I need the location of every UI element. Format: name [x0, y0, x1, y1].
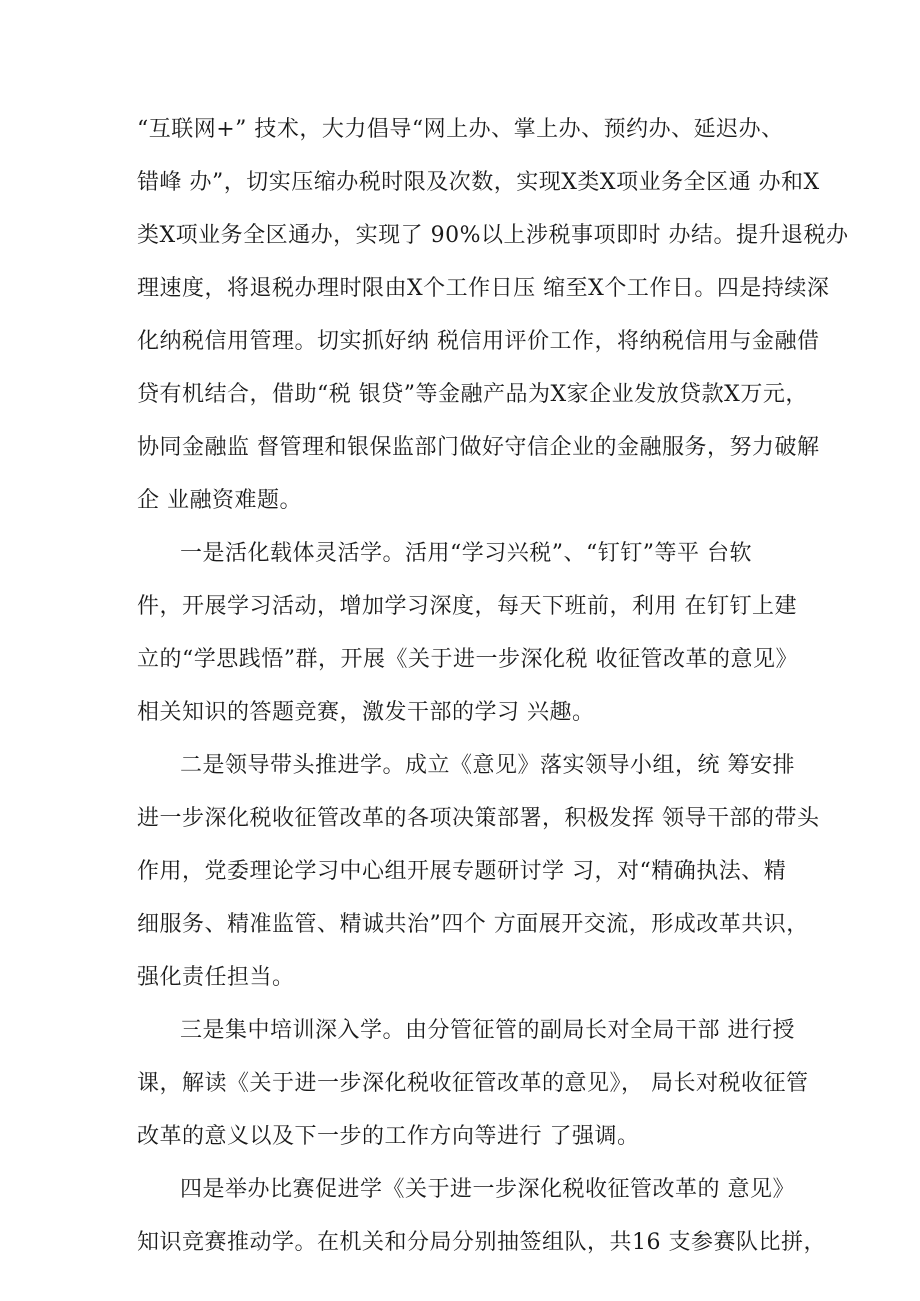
text-line: 强化责任担当。 [137, 965, 295, 990]
text-line: 细服务、精准监管、精诚共治”四个 方面展开交流，形成改革共识， [137, 912, 809, 937]
text-line: 错峰 办”，切实压缩办税时限及次数，实现X类X项业务全区通 办和X [137, 170, 820, 195]
text-line: “互联网+” 技术，大力倡导“网上办、掌上办、预约办、延迟办、 [137, 117, 784, 142]
text-line: 件，开展学习活动，增加学习深度，每天下班前，利用 在钉钉上建 [137, 594, 797, 619]
text-line: 作用，党委理论学习中心组开展专题研讨学 习，对“精确执法、精 [137, 859, 787, 884]
text-line: 协同金融监 督管理和银保监部门做好守信企业的金融服务，努力破解 [137, 435, 820, 460]
text-line: 相关知识的答题竞赛，激发干部的学习 兴趣。 [137, 700, 595, 725]
text-line: 进一步深化税收征管改革的各项决策部署，积极发挥 领导干部的带头 [137, 806, 820, 831]
text-line: 立的“学思践悟”群，开展《关于进一步深化税 收征管改革的意见》 [137, 647, 798, 672]
text-line: 理速度，将退税办理时限由X个工作日压 缩至X个工作日。四是持续深 [137, 276, 830, 301]
text-line: 类X项业务全区通办，实现了 90%以上涉税事项即时 办结。提升退税办 [137, 223, 849, 248]
text-line: 化纳税信用管理。切实抓好纳 税信用评价工作，将纳税信用与金融借 [137, 329, 820, 354]
text-line: 改革的意义以及下一步的工作方向等进行 了强调。 [137, 1124, 640, 1149]
text-line: 企 业融资难题。 [137, 488, 302, 513]
text-line: 贷有机结合，借助“税 银贷”等金融产品为X家企业发放贷款X万元， [137, 382, 808, 407]
text-line: 知识竞赛推动学。在机关和分局分别抽签组队，共16 支参赛队比拼， [137, 1230, 826, 1255]
text-line: 一是活化载体灵活学。活用“学习兴税”、“钉钉”等平 台软 [180, 541, 752, 566]
text-line: 课，解读《关于进一步深化税收征管改革的意见》， 局长对税收征管 [137, 1071, 809, 1096]
text-line: 三是集中培训深入学。由分管征管的副局长对全局干部 进行授 [180, 1018, 795, 1043]
text-line: 四是举办比赛促进学《关于进一步深化税收征管改革的 意见》 [180, 1177, 795, 1202]
text-line: 二是领导带头推进学。成立《意见》落实领导小组，统 筹安排 [180, 753, 795, 778]
